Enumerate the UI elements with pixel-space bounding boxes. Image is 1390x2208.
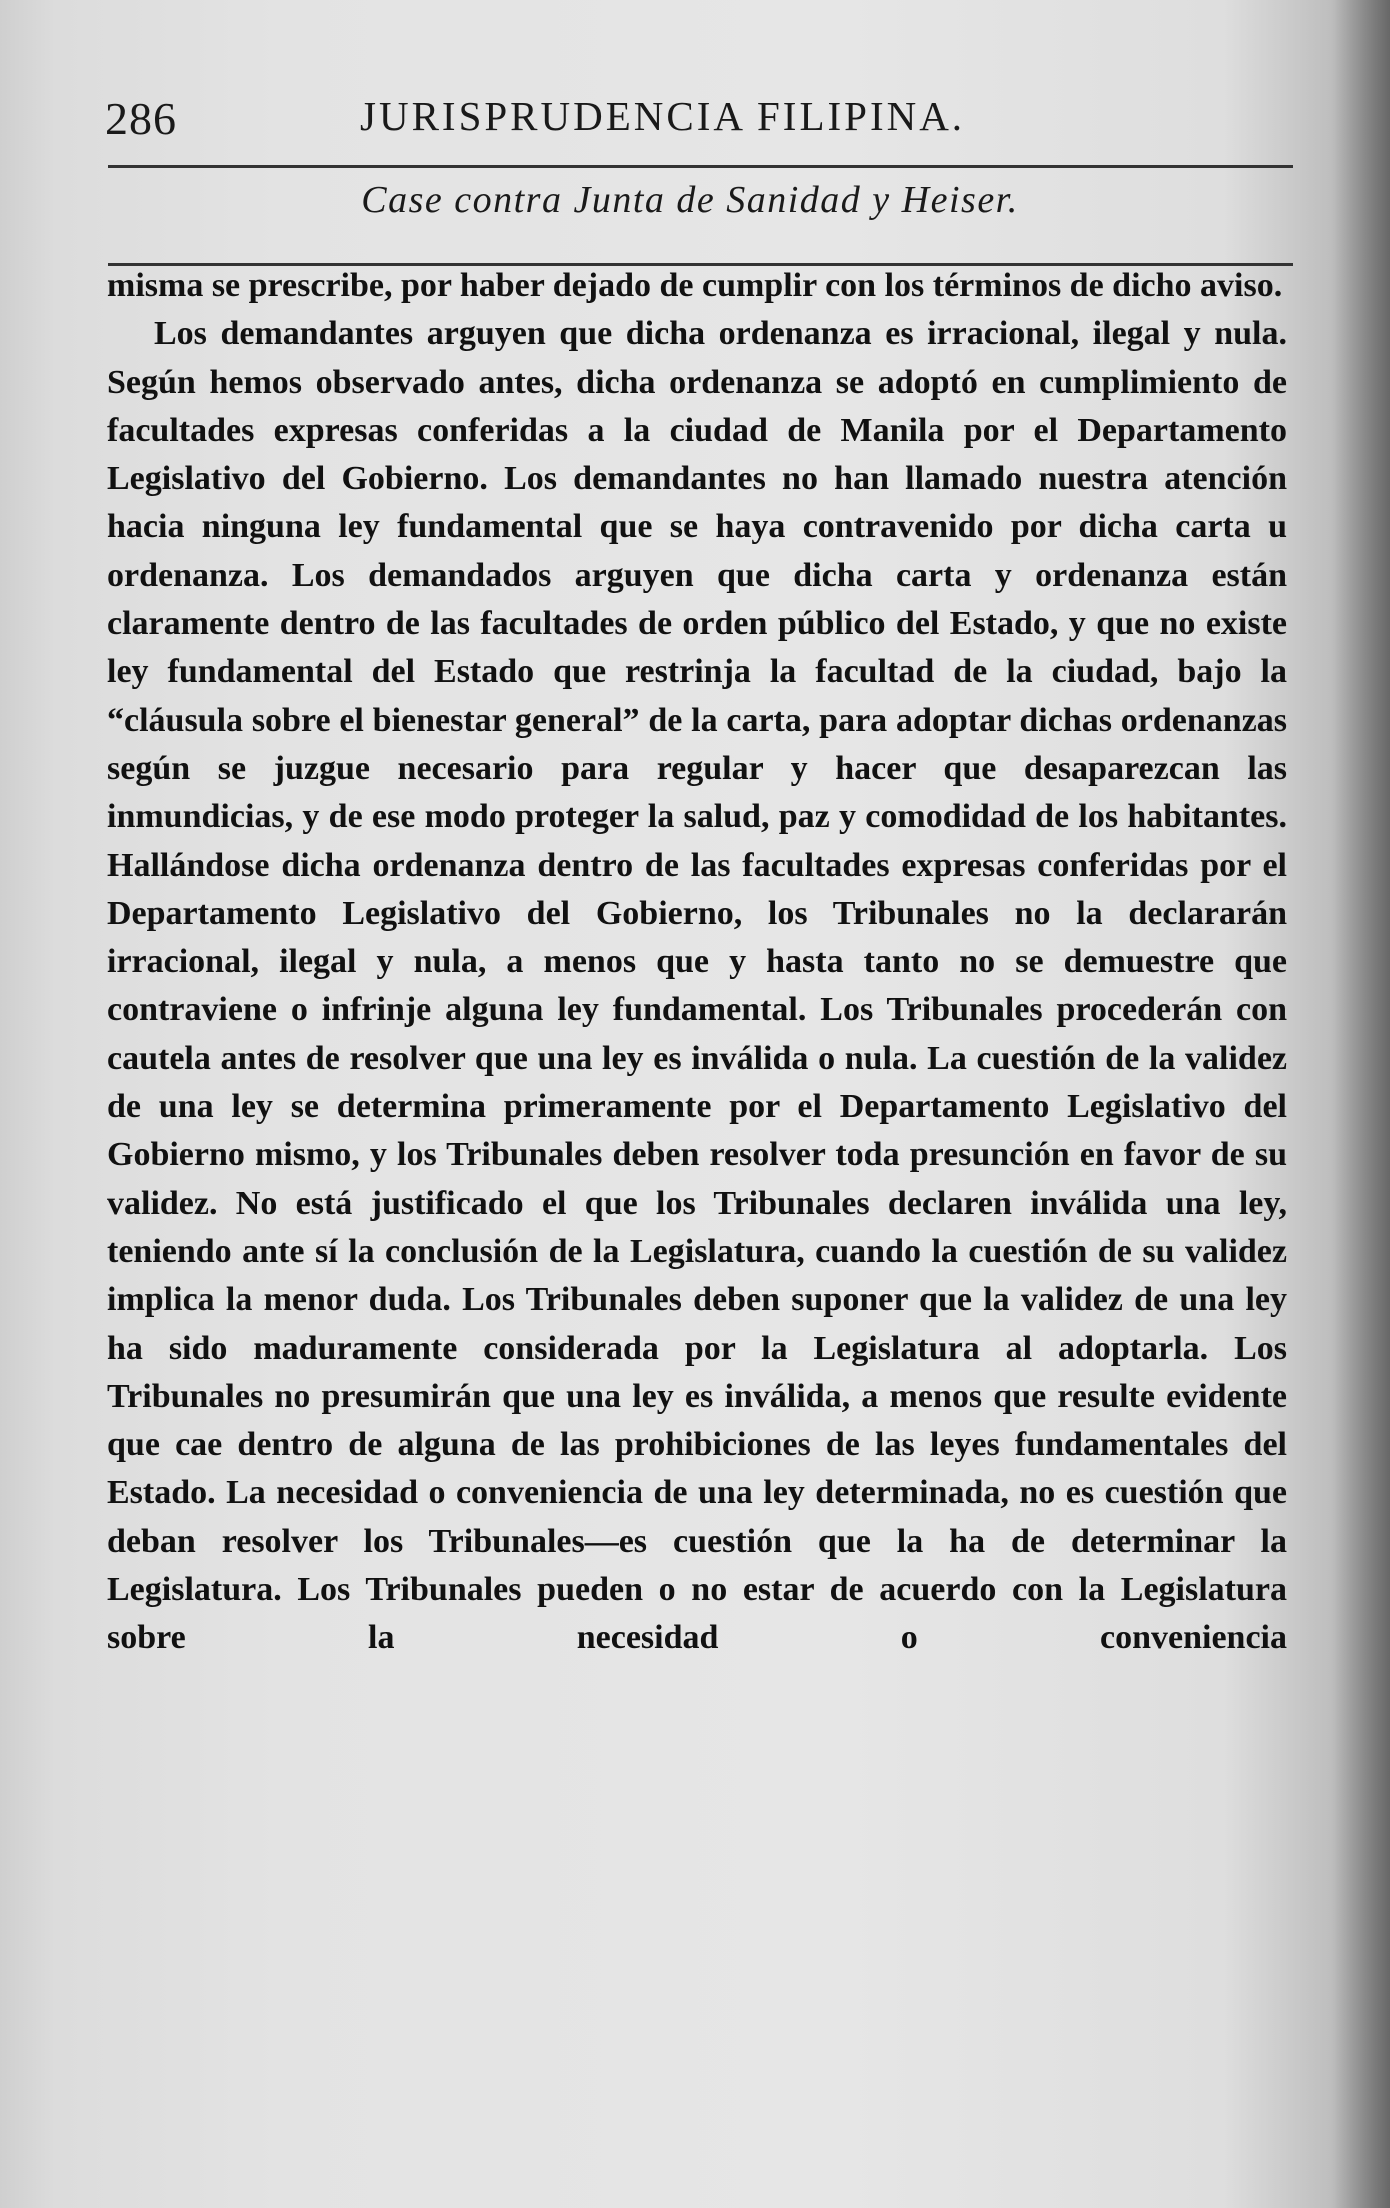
paragraph-continuation: misma se prescribe, por haber dejado de cumplir con los términos de dicho aviso. [107, 267, 1283, 304]
page-number: 286 [105, 93, 177, 144]
case-title: Case contra Junta de Sanidad y Heiser. [361, 179, 1019, 221]
page-edge-shadow [1330, 0, 1390, 2208]
body-text [107, 262, 1287, 1663]
journal-title: JURISPRUDENCIA FILIPINA. [360, 93, 966, 139]
paragraph-main: Los demandantes arguyen que dicha ordenanza es irracional, ilegal y nula. Según hemos observado antes, dicha ordenanza se adoptó en cumplimiento de facultades expresas conferidas a la ciudad de Manila por el Departamento Legislativo del Gobierno. Los demandantes no han llamado nuestra atención hacia ninguna ley fundamental que se haya contravenido por dicha carta u ordenanza. Los demandados arguyen que dicha carta y ordenanza están claramente dentro de las facultades de orden público del Estado, y que no existe ley fundamental del Estado que restrinja la facultad de la ciudad, bajo la “cláusula sobre el bienestar general” de la carta, para adoptar dichas ordenanzas según se juzgue necesario para regular y hacer que desaparezcan las inmundicias, y de ese modo proteger la salud, paz y comodidad de los habitantes. Hallándose dicha ordenanza dentro de las facultades expresas conferidas por el Departamento Legislativo del Gobierno, los Tribunales no la declararán irracional, ilegal y nula, a menos que y hasta tanto no se demuestre que contraviene o infrinje alguna ley fundamental. Los Tribunales procederán con cautela antes de resolver que una ley es inválida o nula. La cuestión de la validez de una ley se determina primeramente por el Departamento Legislativo del Gobierno mismo, y los Tribunales deben resolver toda presunción en favor de su validez. No está justificado el que los Tribunales declaren inválida una ley, teniendo ante sí la conclusión de la Legislatura, cuando la cuestión de su validez implica la menor duda. Los Tribunales deben suponer que la validez de una ley ha sido maduramente considerada por la Legislatura al adoptarla. Los Tribunales no presumirán que una ley es inválida, a menos que resulte evidente que cae dentro de alguna de las prohibiciones de las leyes fundamentales del Estado. La necesidad o conveniencia de una ley determinada, no es cuestión que deban resolver los Tribunales—es cuestión que la ha de determinar la Legislatura. Los Tribunales pueden o no estar de acuerdo con la Legislatura sobre la necesidad o conveniencia [107, 315, 1287, 1657]
header-rule-top [108, 165, 1293, 168]
running-head [105, 92, 1295, 156]
